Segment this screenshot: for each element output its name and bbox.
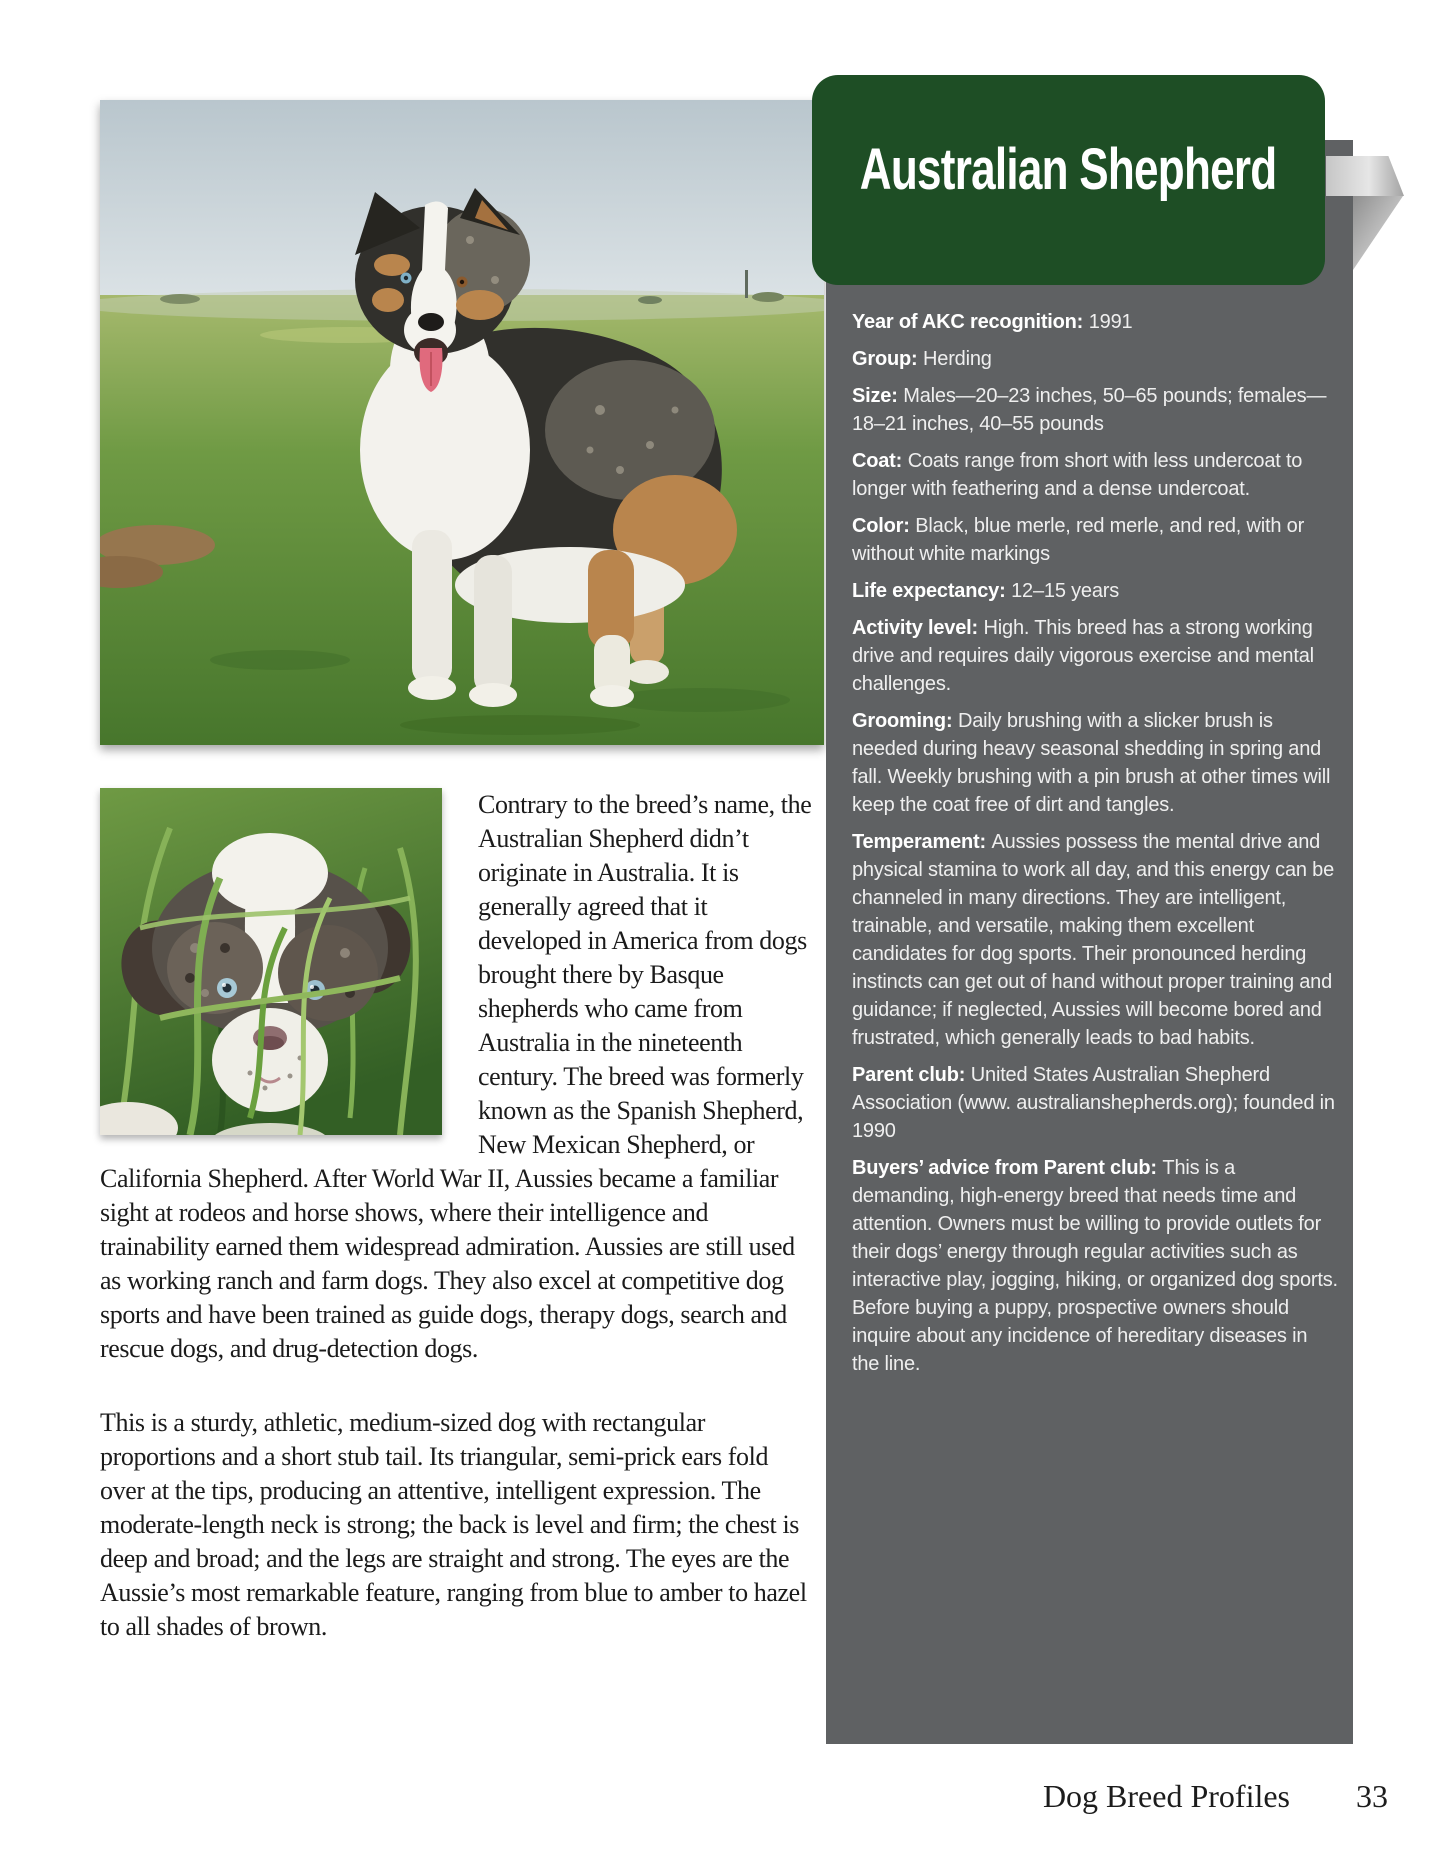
footer-section-title: Dog Breed Profiles bbox=[1042, 1778, 1290, 1814]
fact-label: Activity level: bbox=[852, 617, 978, 639]
main-photo bbox=[100, 100, 824, 745]
fact-grooming bbox=[852, 707, 1339, 819]
fact-value: Males—20–23 inches, 50–65 pounds; females—18–21 inches, 40–55 pounds bbox=[852, 385, 1327, 435]
breed-facts-sidebar bbox=[826, 140, 1353, 1744]
fact-size bbox=[852, 382, 1339, 438]
fact-value: Black, blue merle, red merle, and red, with or without white markings bbox=[852, 515, 1305, 565]
fact-group bbox=[852, 345, 1339, 373]
breed-title-plate bbox=[812, 75, 1325, 285]
fact-coat bbox=[852, 447, 1339, 503]
footer-page-number: 33 bbox=[1356, 1778, 1388, 1814]
puppy-photo bbox=[100, 788, 442, 1135]
fact-label: Grooming: bbox=[852, 710, 953, 732]
fact-label: Year of AKC recognition: bbox=[852, 311, 1084, 333]
fact-akc-year bbox=[852, 308, 1339, 336]
fact-value: Coats range from short with less undercoat to longer with feathering and a dense undercoat. bbox=[852, 450, 1303, 500]
article-body bbox=[100, 788, 814, 1644]
fact-label: Parent club: bbox=[852, 1064, 966, 1086]
fact-value: This is a demanding, high-energy breed that needs time and attention. Owners must be willing to provide outlets for their dogs’ energy through regular activities such as interactive play, jogging, hiking, or organized dog sports. Before buying a puppy, prospective owners should inquire about any incidence of hereditary diseases in the line. bbox=[852, 1157, 1338, 1375]
fact-label: Color: bbox=[852, 515, 910, 537]
puppy-photo-illustration bbox=[100, 788, 442, 1135]
fact-value: Daily brushing with a slicker brush is needed during heavy seasonal shedding in spring and fall. Weekly brushing with a pin brush at other times will keep the coat free of dirt and tangles. bbox=[852, 710, 1331, 816]
fact-label: Temperament: bbox=[852, 831, 986, 853]
body-paragraph-description: This is a sturdy, athletic, medium-sized dog with rectangular proportions and a short stub tail. Its triangular, semi-prick ears fold over at the tips, producing an attentive, intelligent expression. The moderate-length neck is strong; the back is level and firm; the chest is deep and broad; and the legs are straight and strong. The eyes are the Aussie’s most remarkable feature, ranging from blue to amber to hazel to all shades of brown. bbox=[100, 1408, 807, 1641]
fact-color bbox=[852, 512, 1339, 568]
fact-value: 1991 bbox=[1088, 311, 1133, 333]
fact-buyers-advice bbox=[852, 1154, 1339, 1378]
fact-value: Aussies possess the mental drive and physical stamina to work all day, and this energy can be channeled in many directions. They are intelligent, trainable, and versatile, making them excellent candidates for dog sports. Their pronounced herding instincts can get out of hand without proper training and guidance; if neglected, Aussies will become bored and frustrated, which generally leads to bad habits. bbox=[852, 831, 1335, 1049]
fact-label: Group: bbox=[852, 348, 918, 370]
fact-value: 12–15 years bbox=[1011, 580, 1120, 602]
fact-life-expectancy bbox=[852, 577, 1339, 605]
page-footer bbox=[900, 1778, 1388, 1815]
body-paragraph-history: Contrary to the breed’s name, the Australian Shepherd didn’t originate in Australia. It is generally agreed that it developed in America from dogs brought there by Basque shepherds who came from Australia in the nineteenth century. The breed was formerly known as the Spanish Shepherd, New Mexican Shepherd, or California Shepherd. After World War II, Aussies became a familiar sight at rodeos and horse shows, where their intelligence and trainability earned them widespread admiration. Aussies are still used as working ranch and farm dogs. They also excel at competitive dog sports and have been trained as guide dogs, therapy dogs, search and rescue dogs, and drug-detection dogs. bbox=[100, 790, 812, 1363]
ribbon-arrow-icon bbox=[1326, 156, 1404, 196]
fact-value: United States Australian Shepherd Association (www. australianshepherds.org); founded in 1990 bbox=[852, 1064, 1335, 1142]
fact-temperament bbox=[852, 828, 1339, 1052]
page-title: Australian Shepherd bbox=[860, 136, 1277, 202]
fact-parent-club bbox=[852, 1061, 1339, 1145]
fact-activity-level bbox=[852, 614, 1339, 698]
main-photo-illustration bbox=[100, 100, 824, 745]
fact-label: Size: bbox=[852, 385, 898, 407]
fact-label: Buyers’ advice from Parent club: bbox=[852, 1157, 1157, 1179]
fact-value: Herding bbox=[923, 348, 992, 370]
fact-label: Life expectancy: bbox=[852, 580, 1006, 602]
ribbon-fold-icon bbox=[1353, 196, 1403, 270]
fact-label: Coat: bbox=[852, 450, 903, 472]
fact-value: High. This breed has a strong working drive and requires daily vigorous exercise and mental challenges. bbox=[852, 617, 1314, 695]
